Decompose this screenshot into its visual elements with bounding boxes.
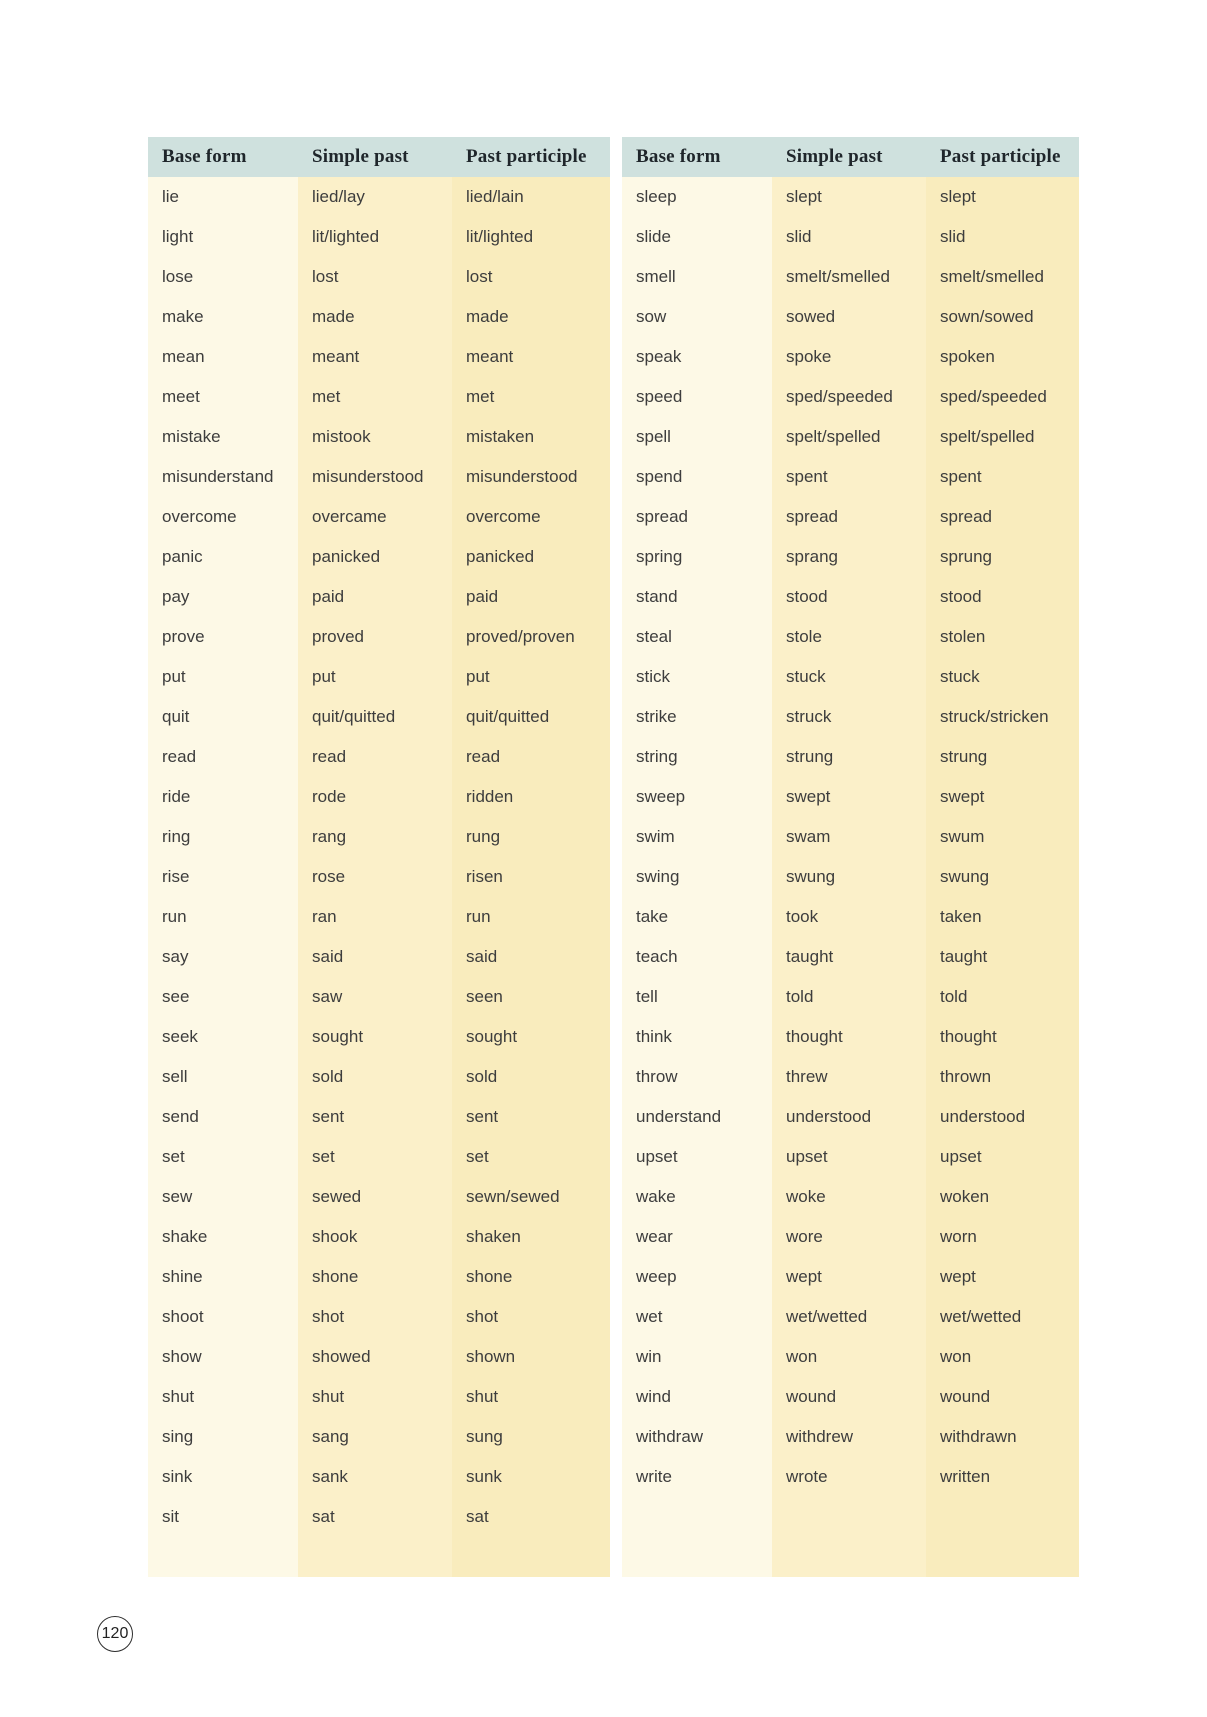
table-cell: throw [636, 1067, 678, 1086]
table-cell: sunk [466, 1467, 502, 1486]
table-cell: put [466, 667, 490, 686]
table-cell: shut [312, 1387, 345, 1406]
table-cell: wound [786, 1387, 837, 1406]
table-cell: spent [786, 467, 828, 486]
table-cell: run [162, 907, 187, 926]
table-cell: see [162, 987, 190, 1006]
table-cell: sent [312, 1107, 345, 1126]
table-cell: withdrew [786, 1427, 854, 1446]
table-cell: put [312, 667, 336, 686]
table-cell: strike [636, 707, 677, 726]
table-cell: strung [940, 747, 988, 766]
table-body [148, 177, 610, 1577]
table-cell: ride [162, 787, 191, 806]
table-cell: rose [312, 867, 346, 886]
table-cell: shot [312, 1307, 345, 1326]
table-cell: swung [940, 867, 990, 886]
table-cell: take [636, 907, 669, 926]
table-cell: taught [786, 947, 834, 966]
table-cell: stuck [786, 667, 826, 686]
table-cell: write [636, 1467, 672, 1486]
table-cell: set [312, 1147, 335, 1166]
table-cell: mistook [312, 427, 371, 446]
table-cell: put [162, 667, 186, 686]
table-cell: tell [636, 987, 658, 1006]
table-cell: upset [786, 1147, 828, 1166]
table-cell: wept [786, 1267, 822, 1286]
table-cell: quit/quitted [312, 707, 396, 726]
table-cell: sown/sowed [940, 307, 1034, 326]
table-cell: smell [636, 267, 676, 286]
table-cell: paid [312, 587, 345, 606]
table-cell: saw [312, 987, 343, 1006]
table-cell: shown [466, 1347, 516, 1366]
table-cell: set [466, 1147, 489, 1166]
table-cell: said [466, 947, 498, 966]
base-form-column [622, 177, 772, 1577]
table-cell: spread [940, 507, 992, 526]
table-cell: lit/lighted [466, 227, 534, 246]
table-cell: spread [636, 507, 688, 526]
table-cell: ridden [466, 787, 514, 806]
table-cell: told [940, 987, 968, 1006]
table-cell: rode [312, 787, 347, 806]
table-cell: sewn/sewed [466, 1187, 560, 1206]
table-cell: set [162, 1147, 185, 1166]
table-cell: told [786, 987, 814, 1006]
table-cell: sold [466, 1067, 498, 1086]
table-cell: stuck [940, 667, 980, 686]
table-cell: overcame [312, 507, 387, 526]
table-cell: speed [636, 387, 683, 406]
table-cell: said [312, 947, 344, 966]
table-cell: lit/lighted [312, 227, 380, 246]
table-cell: lied/lay [312, 187, 365, 206]
table-cell: understood [786, 1107, 872, 1126]
table-cell: lie [162, 187, 180, 206]
table-cell: win [636, 1347, 662, 1366]
table-cell: read [466, 747, 501, 766]
table-cell: sprung [940, 547, 992, 566]
table-cell: spelt/spelled [786, 427, 881, 446]
table-cell: smelt/smelled [940, 267, 1044, 286]
table-cell: wrote [786, 1467, 828, 1486]
column-header: Past participle [940, 146, 1061, 167]
table-cell: withdrawn [940, 1427, 1017, 1446]
table-cell: stood [786, 587, 828, 606]
page-number: 120 [101, 1625, 129, 1642]
table-cell: spread [786, 507, 838, 526]
table-cell: taken [940, 907, 982, 926]
table-cell: sought [466, 1027, 518, 1046]
table-cell: sink [162, 1467, 193, 1486]
table-cell: wear [636, 1227, 673, 1246]
table-cell: sold [312, 1067, 344, 1086]
table-cell: wound [940, 1387, 991, 1406]
table-cell: slept [786, 187, 822, 206]
table-cell: teach [636, 947, 678, 966]
table-cell: spell [636, 427, 671, 446]
column-header: Base form [162, 146, 247, 167]
table-cell: thought [786, 1027, 843, 1046]
table-cell: panicked [466, 547, 535, 566]
table-cell: struck/stricken [940, 707, 1049, 726]
table-cell: slid [940, 227, 966, 246]
table-cell: paid [466, 587, 499, 606]
table-cell: spring [636, 547, 683, 566]
table-cell: spent [940, 467, 982, 486]
table-cell: thrown [940, 1067, 992, 1086]
table-cell: took [786, 907, 819, 926]
table-cell: made [312, 307, 355, 326]
table-cell: ran [312, 907, 337, 926]
table-cell: think [636, 1027, 672, 1046]
table-cell: sewed [312, 1187, 362, 1206]
table-cell: shone [312, 1267, 359, 1286]
table-cell: met [466, 387, 495, 406]
table-cell: won [940, 1347, 972, 1366]
table-cell: swum [940, 827, 985, 846]
table-cell: understood [940, 1107, 1026, 1126]
table-cell: slept [940, 187, 976, 206]
table-cell: rang [312, 827, 347, 846]
table-cell: lost [312, 267, 339, 286]
past-participle-column [452, 177, 610, 1577]
table-cell: struck [786, 707, 832, 726]
table-cell: swept [940, 787, 985, 806]
table-cell: seek [162, 1027, 198, 1046]
table-cell: sit [162, 1507, 179, 1526]
table-cell: risen [466, 867, 503, 886]
table-cell: sew [162, 1187, 193, 1206]
table-cell: misunderstood [312, 467, 424, 486]
table-cell: made [466, 307, 509, 326]
column-header: Past participle [466, 146, 587, 167]
table-cell: speak [636, 347, 682, 366]
table-cell: sprang [786, 547, 838, 566]
table-cell: swung [786, 867, 836, 886]
page-number-badge [97, 1616, 133, 1652]
table-cell: slide [636, 227, 671, 246]
table-cell: spelt/spelled [940, 427, 1035, 446]
table-cell: shone [466, 1267, 513, 1286]
table-cell: sat [466, 1507, 489, 1526]
table-cell: wore [786, 1227, 823, 1246]
table-cell: lose [162, 267, 194, 286]
table-cell: sat [312, 1507, 335, 1526]
table-cell: mean [162, 347, 205, 366]
table-cell: threw [786, 1067, 828, 1086]
table-cell: spend [636, 467, 683, 486]
table-cell: panicked [312, 547, 381, 566]
table-cell: worn [940, 1227, 977, 1246]
table-cell: stick [636, 667, 670, 686]
table-cell: panic [162, 547, 203, 566]
table-cell: sleep [636, 187, 677, 206]
table-cell: sowed [786, 307, 836, 326]
table-cell: shake [162, 1227, 208, 1246]
table-cell: thought [940, 1027, 997, 1046]
table-cell: string [636, 747, 678, 766]
simple-past-column [772, 177, 926, 1577]
table-cell: showed [312, 1347, 371, 1366]
table-cell: sped/speeded [786, 387, 893, 406]
table-cell: sweep [636, 787, 686, 806]
irregular-verbs-table-right [622, 137, 1079, 1577]
table-cell: sang [312, 1427, 349, 1446]
table-cell: swept [786, 787, 831, 806]
table-cell: withdraw [636, 1427, 704, 1446]
table-cell: sped/speeded [940, 387, 1047, 406]
table-cell: stolen [940, 627, 986, 646]
table-cell: meant [312, 347, 360, 366]
column-header: Simple past [312, 146, 409, 167]
table-cell: woke [786, 1187, 826, 1206]
table-cell: shine [162, 1267, 203, 1286]
table-cell: lied/lain [466, 187, 524, 206]
table-cell: rung [466, 827, 501, 846]
table-cell: taught [940, 947, 988, 966]
table-cell: show [162, 1347, 202, 1366]
table-cell: proved/proven [466, 627, 575, 646]
table-cell: weep [636, 1267, 677, 1286]
table-cell: shut [162, 1387, 195, 1406]
table-cell: quit [162, 707, 190, 726]
table-cell: swim [636, 827, 675, 846]
table-cell: misunderstood [466, 467, 578, 486]
table-cell: mistaken [466, 427, 535, 446]
table-cell: understand [636, 1107, 722, 1126]
table-cell: sought [312, 1027, 364, 1046]
table-cell: sung [466, 1427, 503, 1446]
table-cell: read [312, 747, 347, 766]
column-header: Simple past [786, 146, 883, 167]
table-cell: prove [162, 627, 205, 646]
table-cell: overcome [466, 507, 541, 526]
table-cell: wet [636, 1307, 663, 1326]
table-cell: swam [786, 827, 831, 846]
table-cell: spoke [786, 347, 832, 366]
table-cell: wept [940, 1267, 976, 1286]
table-cell: stand [636, 587, 678, 606]
table-cell: mistake [162, 427, 221, 446]
simple-past-column [298, 177, 452, 1577]
base-form-column [148, 177, 298, 1577]
table-cell: written [940, 1467, 991, 1486]
table-body [622, 177, 1079, 1577]
table-cell: shut [466, 1387, 499, 1406]
irregular-verbs-table-left [148, 137, 610, 1577]
table-cell: rise [162, 867, 190, 886]
table-header-row [148, 137, 610, 177]
table-cell: seen [466, 987, 503, 1006]
table-cell: spoken [940, 347, 995, 366]
table-cell: meet [162, 387, 200, 406]
table-cell: meant [466, 347, 514, 366]
table-cell: steal [636, 627, 672, 646]
table-cell: misunderstand [162, 467, 274, 486]
table-cell: stole [786, 627, 822, 646]
table-cell: shook [312, 1227, 358, 1246]
table-cell: smelt/smelled [786, 267, 890, 286]
table-cell: pay [162, 587, 190, 606]
table-cell: quit/quitted [466, 707, 550, 726]
table-cell: sell [162, 1067, 188, 1086]
table-cell: light [162, 227, 194, 246]
table-cell: won [786, 1347, 818, 1366]
table-cell: sent [466, 1107, 499, 1126]
table-cell: overcome [162, 507, 237, 526]
table-cell: strung [786, 747, 834, 766]
table-cell: stood [940, 587, 982, 606]
table-cell: slid [786, 227, 812, 246]
past-participle-column [926, 177, 1079, 1577]
table-cell: proved [312, 627, 364, 646]
table-cell: met [312, 387, 341, 406]
table-header-row [622, 137, 1079, 177]
table-cell: woken [940, 1187, 990, 1206]
table-cell: wet/wetted [940, 1307, 1022, 1326]
table-cell: wet/wetted [786, 1307, 868, 1326]
column-header: Base form [636, 146, 721, 167]
table-cell: lost [466, 267, 493, 286]
table-cell: shot [466, 1307, 499, 1326]
table-cell: shaken [466, 1227, 521, 1246]
table-cell: sing [162, 1427, 194, 1446]
table-cell: upset [940, 1147, 982, 1166]
table-cell: make [162, 307, 204, 326]
table-cell: wind [636, 1387, 671, 1406]
table-cell: say [162, 947, 189, 966]
table-cell: sank [312, 1467, 348, 1486]
table-cell: send [162, 1107, 199, 1126]
table-cell: ring [162, 827, 191, 846]
table-cell: sow [636, 307, 667, 326]
table-cell: read [162, 747, 197, 766]
table-cell: shoot [162, 1307, 204, 1326]
table-cell: wake [636, 1187, 676, 1206]
table-cell: swing [636, 867, 680, 886]
table-cell: run [466, 907, 491, 926]
table-cell: upset [636, 1147, 678, 1166]
